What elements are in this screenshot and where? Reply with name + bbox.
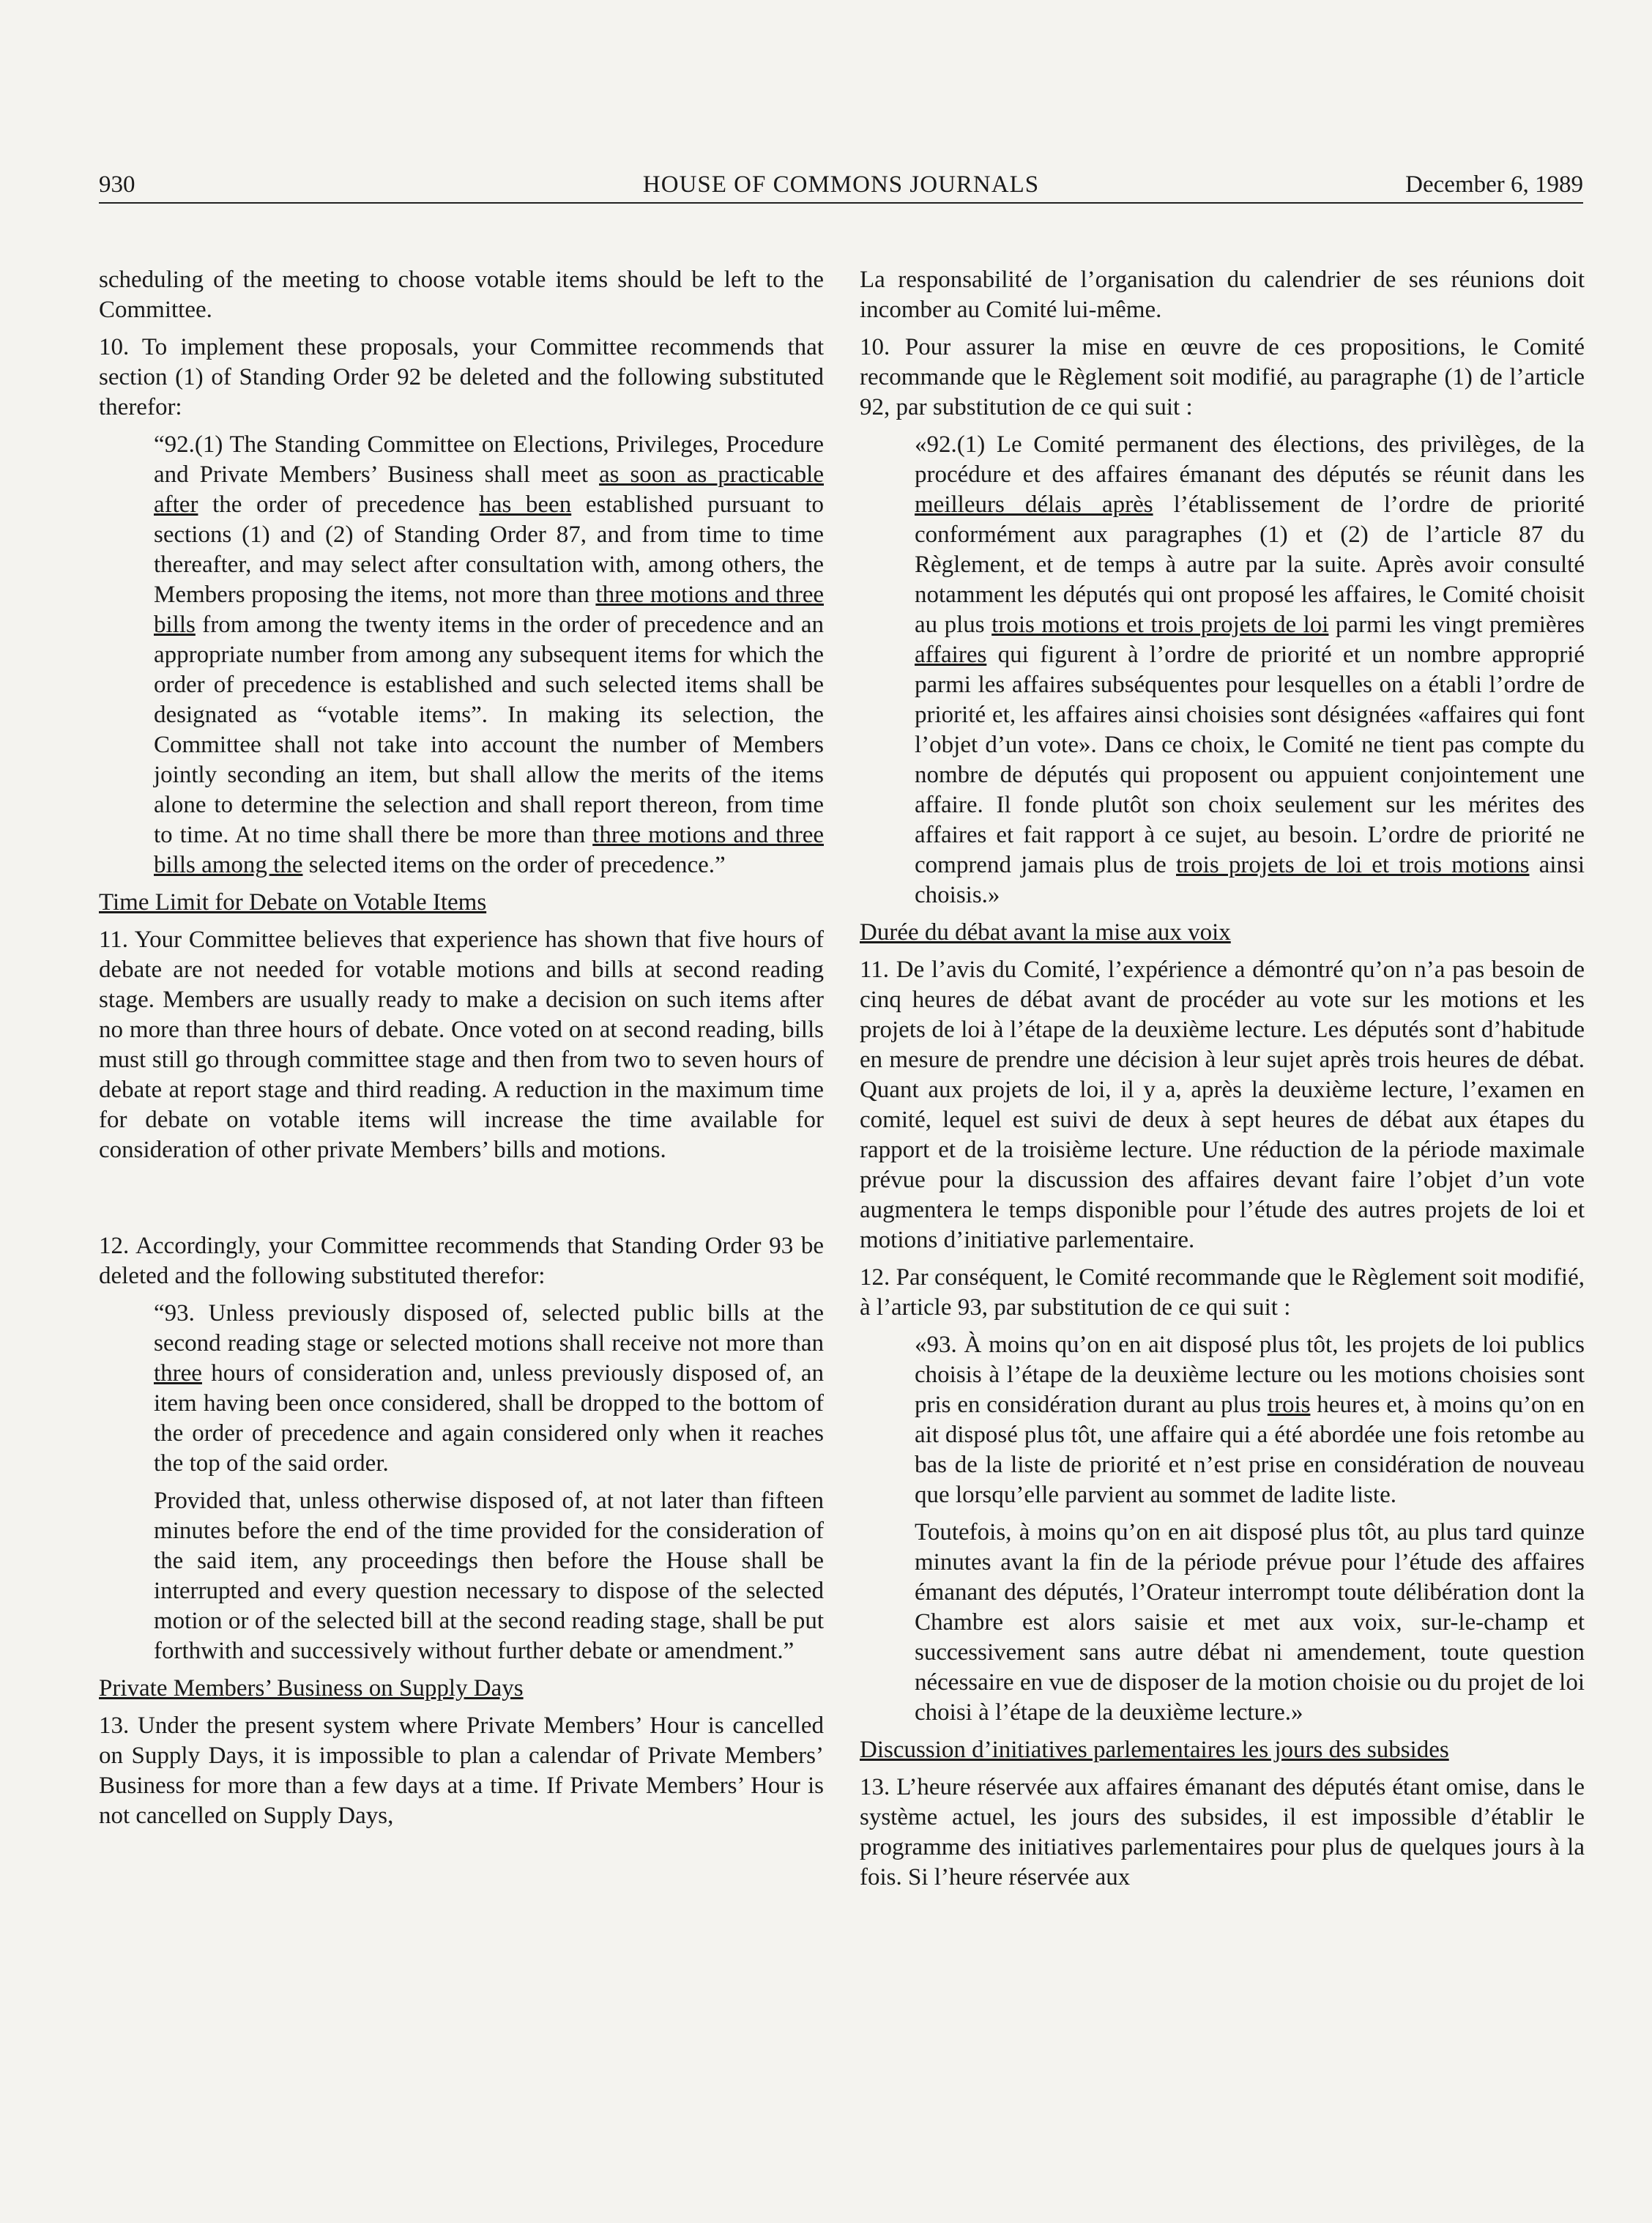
paragraph-12: 12. Accordingly, your Committee recommends that Standing Order 93 be deleted and the following substituted therefor: [99, 1233, 824, 1289]
heading-supply-days-fr: Discussion d’initiatives parlementaires les jours des subsides [860, 1737, 1449, 1763]
paragraph-intro-fr: La responsabilité de l’organisation du calendrier de ses réunions doit incomber au Comité lui-même. [860, 267, 1585, 323]
journal-title: HOUSE OF COMMONS JOURNALS [642, 171, 1040, 198]
paragraph-13-fr: 13. L’heure réservée aux affaires émanant des députés étant omise, dans le système actuel, les jours des subsides, il est impossible d’établir le programme des initiatives parlementaires pour plus de quelques jours à la fois. Si l’heure réservée aux [860, 1774, 1585, 1890]
english-column [99, 265, 824, 1838]
heading-time-limit-fr: Durée du débat avant la mise aux voix [860, 919, 1231, 946]
standing-order-93-quote: “93. Unless previously disposed of, selected public bills at the second reading stage or selected motions shall receive not more than three hours of consideration and, unless previously disposed of, an item having been once considered, shall be dropped to the bottom of the order of precedence and again considered only when it reaches the top of the said order. [154, 1300, 824, 1477]
heading-supply-days: Private Members’ Business on Supply Days [99, 1675, 524, 1701]
paragraph-intro: scheduling of the meeting to choose votable items should be left to the Committee. [99, 267, 824, 323]
paragraph-11-fr: 11. De l’avis du Comité, l’expérience a démontré qu’on n’a pas besoin de cinq heures de débat avant de procéder au vote sur les motions et les projets de loi à l’étape de la deuxième lecture. Les députés sont d’habitude en mesure de prendre une décision à leur sujet après trois heures de débat. Quant aux projets de loi, il y a, après la deuxième lecture, l’examen en comité, lequel est suivi de deux à sept heures de débat aux étapes du rapport et de la troisième lecture. Une réduction de la période maximale prévue pour la discussion des affaires devant faire l’objet d’un vote augmentera le temps disponible pour l’étude des autres projets de loi et motions d’initiative parlementaire. [860, 957, 1585, 1253]
paragraph-12-fr: 12. Par conséquent, le Comité recommande que le Règlement soit modifié, à l’article 93, par substitution de ce qui suit : [860, 1264, 1585, 1321]
proviso-paragraph-fr: Toutefois, à moins qu’on en ait disposé plus tôt, au plus tard quinze minutes avant la fin de la période prévue pour l’étude des affaires émanant des députés, l’Orateur interrompt toute délibération dont la Chambre est alors saisie et met aux voix, sur-le-champ et successivement sans autre débat ni amendement, toute question nécessaire en vue de disposer de la motion choisie ou du projet de loi choisi à l’étape de la deuxième lecture.» [915, 1519, 1585, 1726]
paragraph-13: 13. Under the present system where Private Members’ Hour is cancelled on Supply Days, it is impossible to plan a calendar of Private Members’ Business for more than a few days at a time. If Private Members’ Hour is not cancelled on Supply Days, [99, 1712, 824, 1829]
journal-date: December 6, 1989 [1405, 171, 1583, 198]
page-header [99, 167, 1583, 204]
page-number: 930 [99, 171, 135, 198]
paragraph-10-fr: 10. Pour assurer la mise en œuvre de ces propositions, le Comité recommande que le Règlement soit modifié, au paragraphe (1) de l’article 92, par substitution de ce qui suit : [860, 334, 1585, 420]
heading-time-limit: Time Limit for Debate on Votable Items [99, 889, 487, 916]
paragraph-10: 10. To implement these proposals, your Committee recommends that section (1) of Standing Order 92 be deleted and the following substituted therefor: [99, 334, 824, 420]
french-column [860, 265, 1585, 1900]
standing-order-93-quote-fr: «93. À moins qu’on en ait disposé plus tôt, les projets de loi publics choisis à l’étape de la deuxième lecture ou les motions choisies sont pris en considération durant au plus trois heures et, à moins qu’on en ait disposé plus tôt, une affaire qui a été abordée une fois retombe au bas de la liste de priorité et n’est prise en considération de nouveau que lorsqu’elle parvient au sommet de ladite liste. [915, 1332, 1585, 1508]
standing-order-92-quote-fr: «92.(1) Le Comité permanent des élections, des privilèges, de la procédure et des affaires émanant des députés se réunit dans les meilleurs délais après l’établissement de l’ordre de priorité conformément aux paragraphes (1) et (2) de l’article 87 du Règlement, et de temps à autre par la suite. Après avoir consulté notamment les députés qui ont proposé les affaires, le Comité choisit au plus trois motions et trois projets de loi parmi les vingt premières affaires qui figurent à l’ordre de priorité et un nombre approprié parmi les affaires subséquentes pour lesquelles on a établi l’ordre de priorité et, les affaires ainsi choisies sont désignées «affaires qui font l’objet d’un vote». Dans ce choix, le Comité ne tient pas compte du nombre de députés qui proposent ou appuient conjointement une affaire. Il fonde plutôt son choix seulement sur les mérites des affaires et fait rapport à ce sujet, au besoin. L’ordre de priorité ne comprend jamais plus de trois projets de loi et trois motions ainsi choisis.» [915, 431, 1585, 908]
standing-order-92-quote: “92.(1) The Standing Committee on Elections, Privileges, Procedure and Private Members’ Business shall meet as soon as practicable after the order of precedence has been established pursuant to sections (1) and (2) of Standing Order 87, and from time to time thereafter, and may select after consultation with, among others, the Members proposing the items, not more than three motions and three bills from among the twenty items in the order of precedence and an appropriate number from among any subsequent items for which the order of precedence is established and such selected items shall be designated as “votable items”. In making its selection, the Committee shall not take into account the number of Members jointly seconding an item, but shall allow the merits of the items alone to determine the selection and shall report thereon, from time to time. At no time shall there be more than three motions and three bills among the selected items on the order of precedence.” [154, 431, 824, 878]
proviso-paragraph: Provided that, unless otherwise disposed of, at not later than fifteen minutes before the end of the time provided for the consideration of the said item, any proceedings then before the House shall be interrupted and every question necessary to dispose of the selected motion or of the selected bill at the second reading stage, shall be put forthwith and successively without further debate or amendment.” [154, 1488, 824, 1664]
paragraph-11: 11. Your Committee believes that experience has shown that five hours of debate are not needed for votable motions and bills at second reading stage. Members are usually ready to make a decision on such items after no more than three hours of debate. Once voted on at second reading, bills must still go through committee stage and then from two to seven hours of debate at report stage and third reading. A reduction in the maximum time for debate on votable items will increase the time available for consideration of other private Members’ bills and motions. [99, 927, 824, 1163]
